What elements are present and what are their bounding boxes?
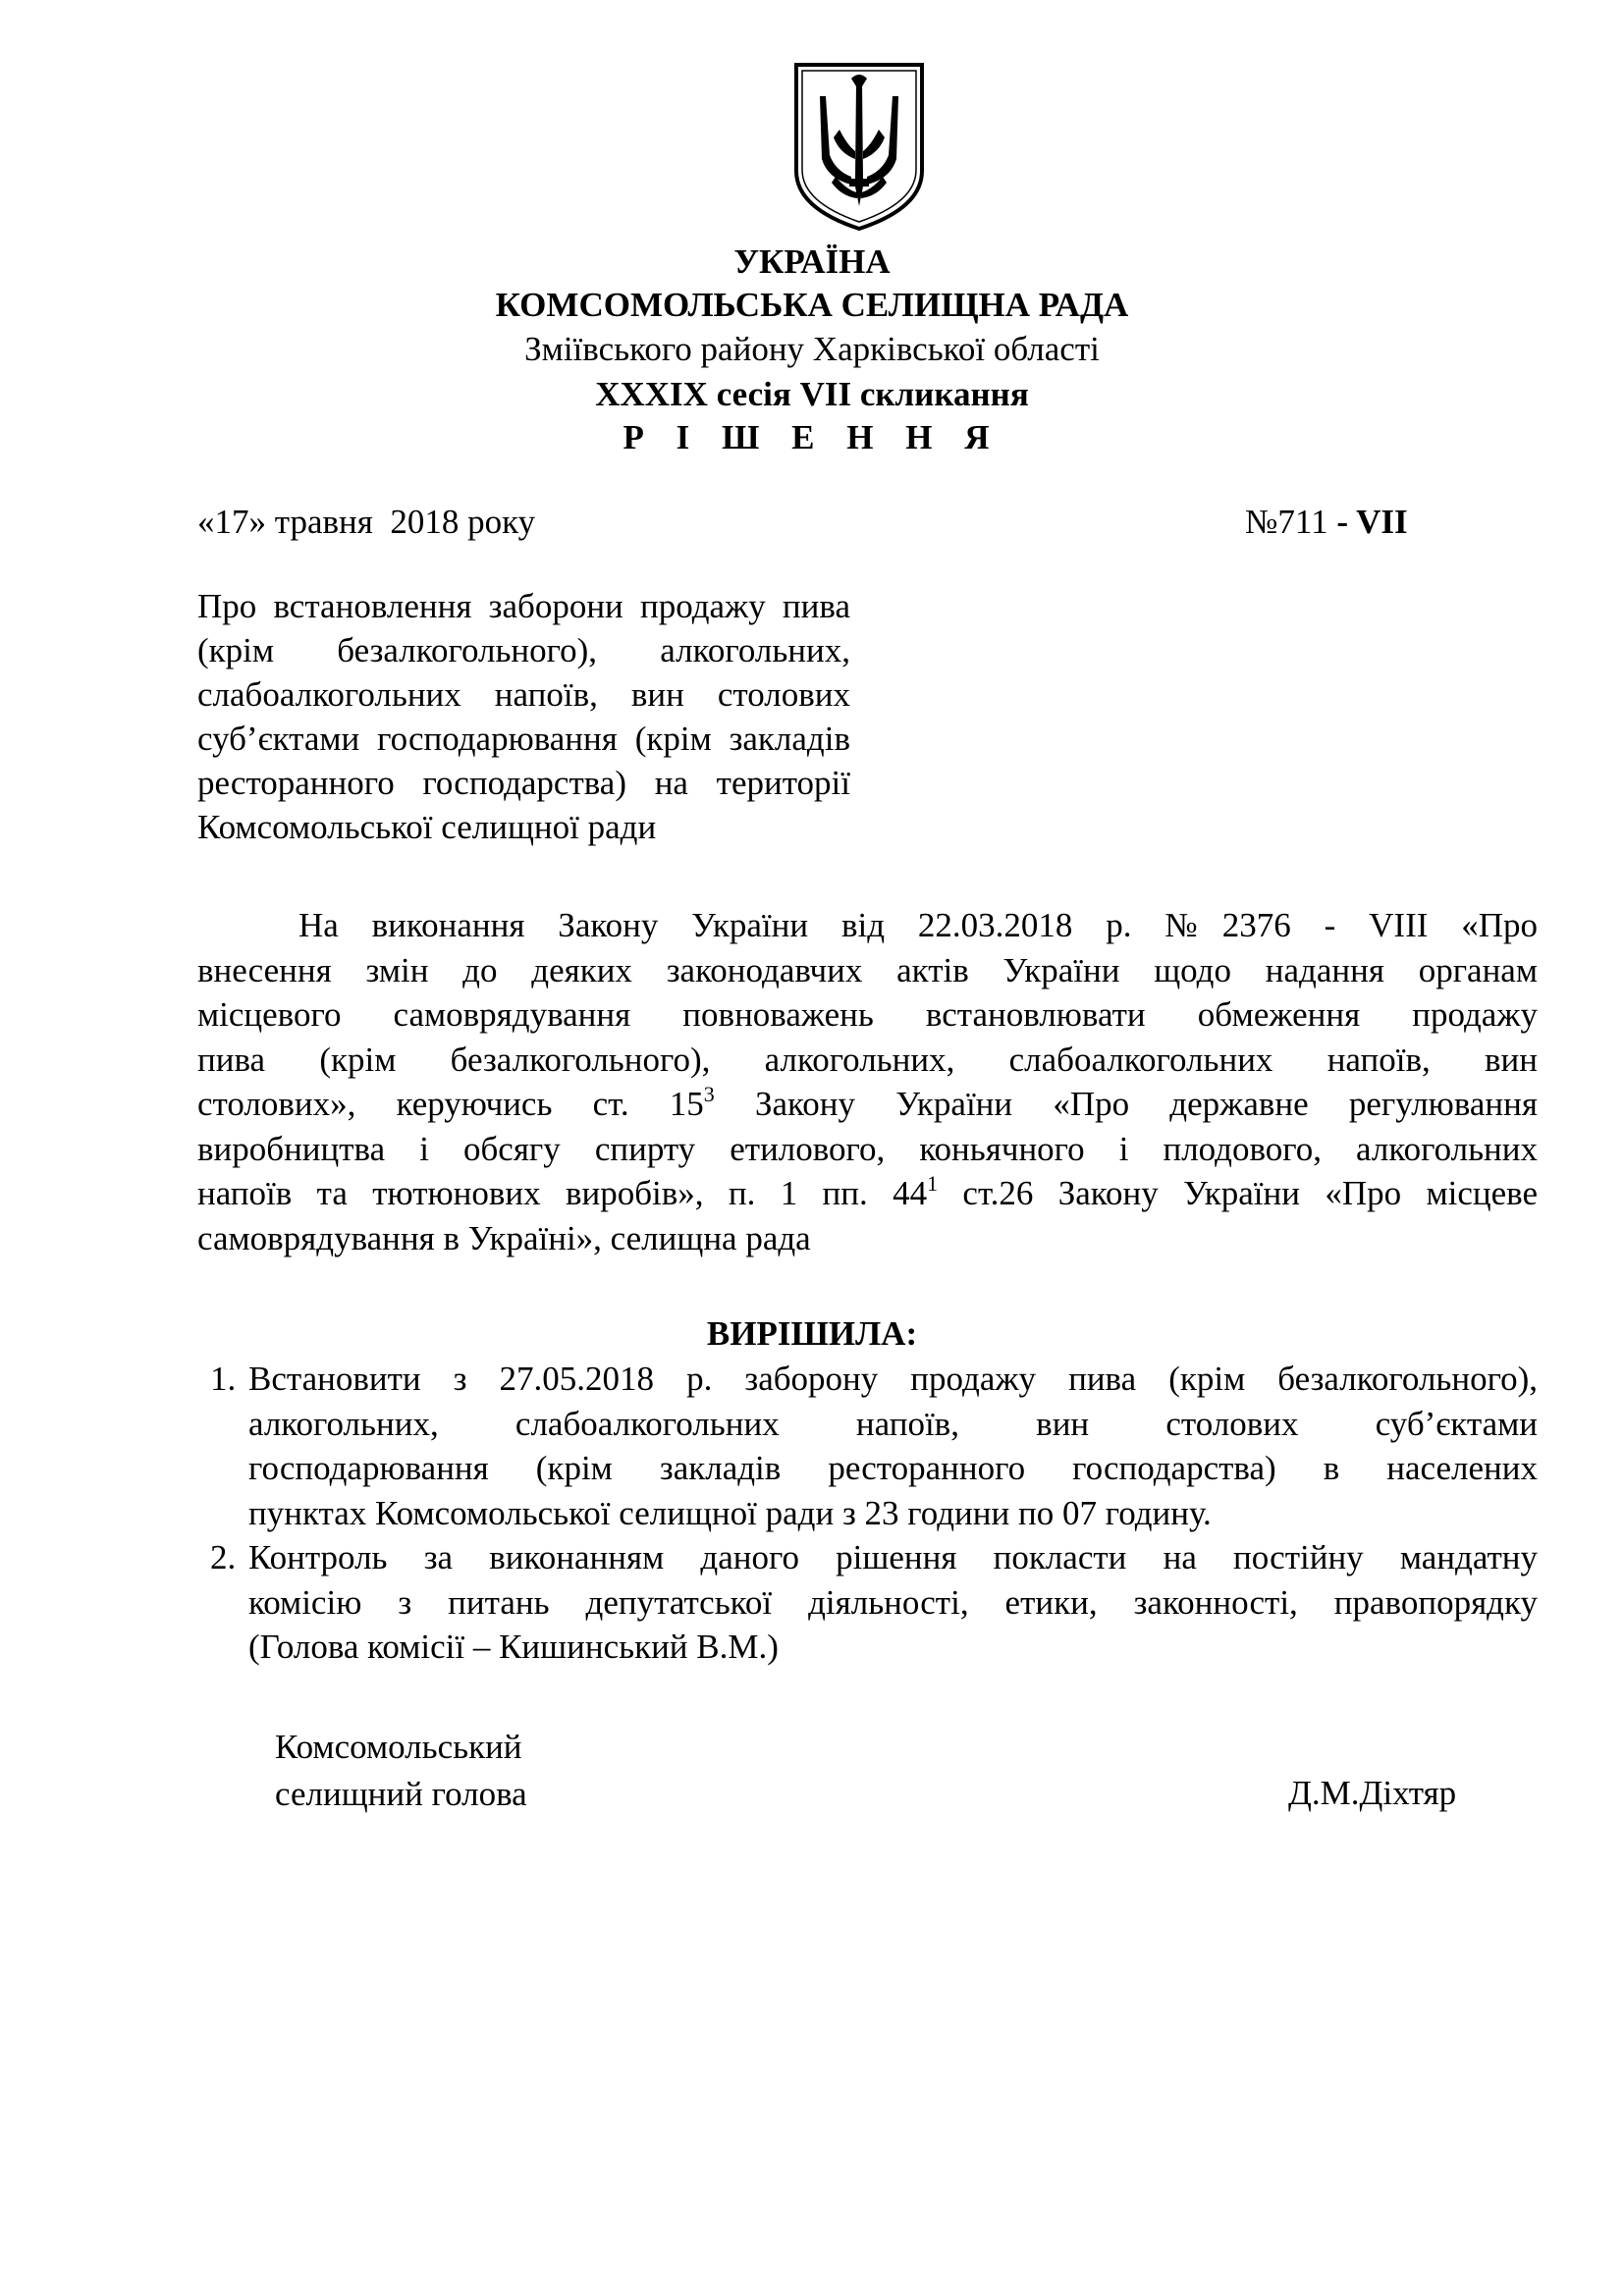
- preamble-text: столових», керуючись ст. 15: [197, 1085, 704, 1123]
- preamble-line: внесення змін до деяких законодавчих актів України щодо надання органам: [197, 950, 1538, 989]
- list-item-number: 2.: [210, 1538, 237, 1576]
- list-item-line: господарювання (крім закладів ресторанного господарства) в населених: [248, 1449, 1538, 1487]
- preamble-line: На виконання Закону України від 22.03.2018 р. №2376 - VIII «Про: [298, 906, 1538, 944]
- subject-line: суб’єктами господарювання (крім закладів: [197, 720, 850, 758]
- preamble-text: Закону України «Про державне регулювання: [714, 1085, 1538, 1123]
- header-council: КОМСОМОЛЬСЬКА СЕЛИЩНА РАДА: [495, 286, 1129, 324]
- document-type-title: Р І Ш Е Н Н Я: [623, 418, 1001, 456]
- preamble-paragraph: [197, 903, 1538, 1260]
- signatory-name: Д.М.Діхтяр: [1288, 1774, 1457, 1812]
- header-session: XXXIX сесія VII скликання: [595, 375, 1029, 413]
- decided-heading: ВИРІШИЛА:: [706, 1314, 918, 1353]
- list-item-line: (Голова комісії – Кишинський В.М.): [248, 1628, 779, 1666]
- preamble-line: [197, 1082, 1538, 1127]
- signatory-title: [275, 1724, 527, 1818]
- subject-line: Про встановлення заборони продажу пива: [197, 587, 850, 625]
- list-item-line: комісію з питань депутатської діяльності, етики, законності, правопорядку: [248, 1582, 1538, 1622]
- superscript: 3: [703, 1082, 715, 1106]
- list-item-line: Контроль за виконанням даного рішення покласти на постійну мандатну: [248, 1538, 1538, 1576]
- preamble-line: пива (крім безалкогольного), алкогольних, слабоалкогольних напоїв, вин: [197, 1040, 1538, 1079]
- decision-number-suffix: - VII: [1327, 503, 1408, 541]
- list-item-line: пунктах Комсомольської селищної ради з 23 години по 07 годину.: [248, 1493, 1212, 1532]
- signatory-title-line: Комсомольський: [275, 1728, 522, 1766]
- subject-line: ресторанного господарства) на території: [197, 764, 850, 802]
- list-item-line: алкогольних, слабоалкогольних напоїв, вин столових суб’єктами: [248, 1404, 1538, 1443]
- list-item-text: [248, 1357, 1538, 1535]
- list-item-line: Встановити з 27.05.2018 р. заборону продажу пива (крім безалкогольного),: [248, 1360, 1538, 1398]
- preamble-text: напоїв та тютюнових виробів», п. 1 пп. 44: [197, 1174, 928, 1212]
- list-item-number: 1.: [210, 1360, 237, 1398]
- decision-number-value: №711: [1245, 503, 1328, 541]
- preamble-line: самоврядування в Україні», селищна рада: [197, 1218, 811, 1257]
- preamble-line: місцевого самоврядування повноважень встановлювати обмеження продажу: [197, 995, 1538, 1034]
- coat-of-arms-icon: [790, 61, 928, 233]
- subject-line: Комсомольської селищної ради: [197, 808, 657, 846]
- superscript: 1: [927, 1171, 939, 1196]
- header-country: УКРАЇНА: [733, 242, 891, 281]
- header-region: Зміївського району Харківської області: [524, 330, 1100, 368]
- preamble-text: ст.26 Закону України «Про місцеве: [938, 1174, 1538, 1212]
- preamble-line: [197, 1171, 1538, 1216]
- preamble-line: виробництва і обсягу спирту етилового, коньячного і плодового, алкогольних: [197, 1129, 1538, 1168]
- subject-line: (крім безалкогольного), алкогольних,: [197, 631, 850, 669]
- decision-subject: [197, 584, 850, 849]
- subject-line: слабоалкогольних напоїв, вин столових: [197, 675, 850, 714]
- decision-number: [1245, 501, 1408, 544]
- decision-date: «17» травня 2018 року: [197, 503, 536, 541]
- signatory-title-line: селищний голова: [275, 1775, 527, 1813]
- list-item-text: [248, 1535, 1538, 1670]
